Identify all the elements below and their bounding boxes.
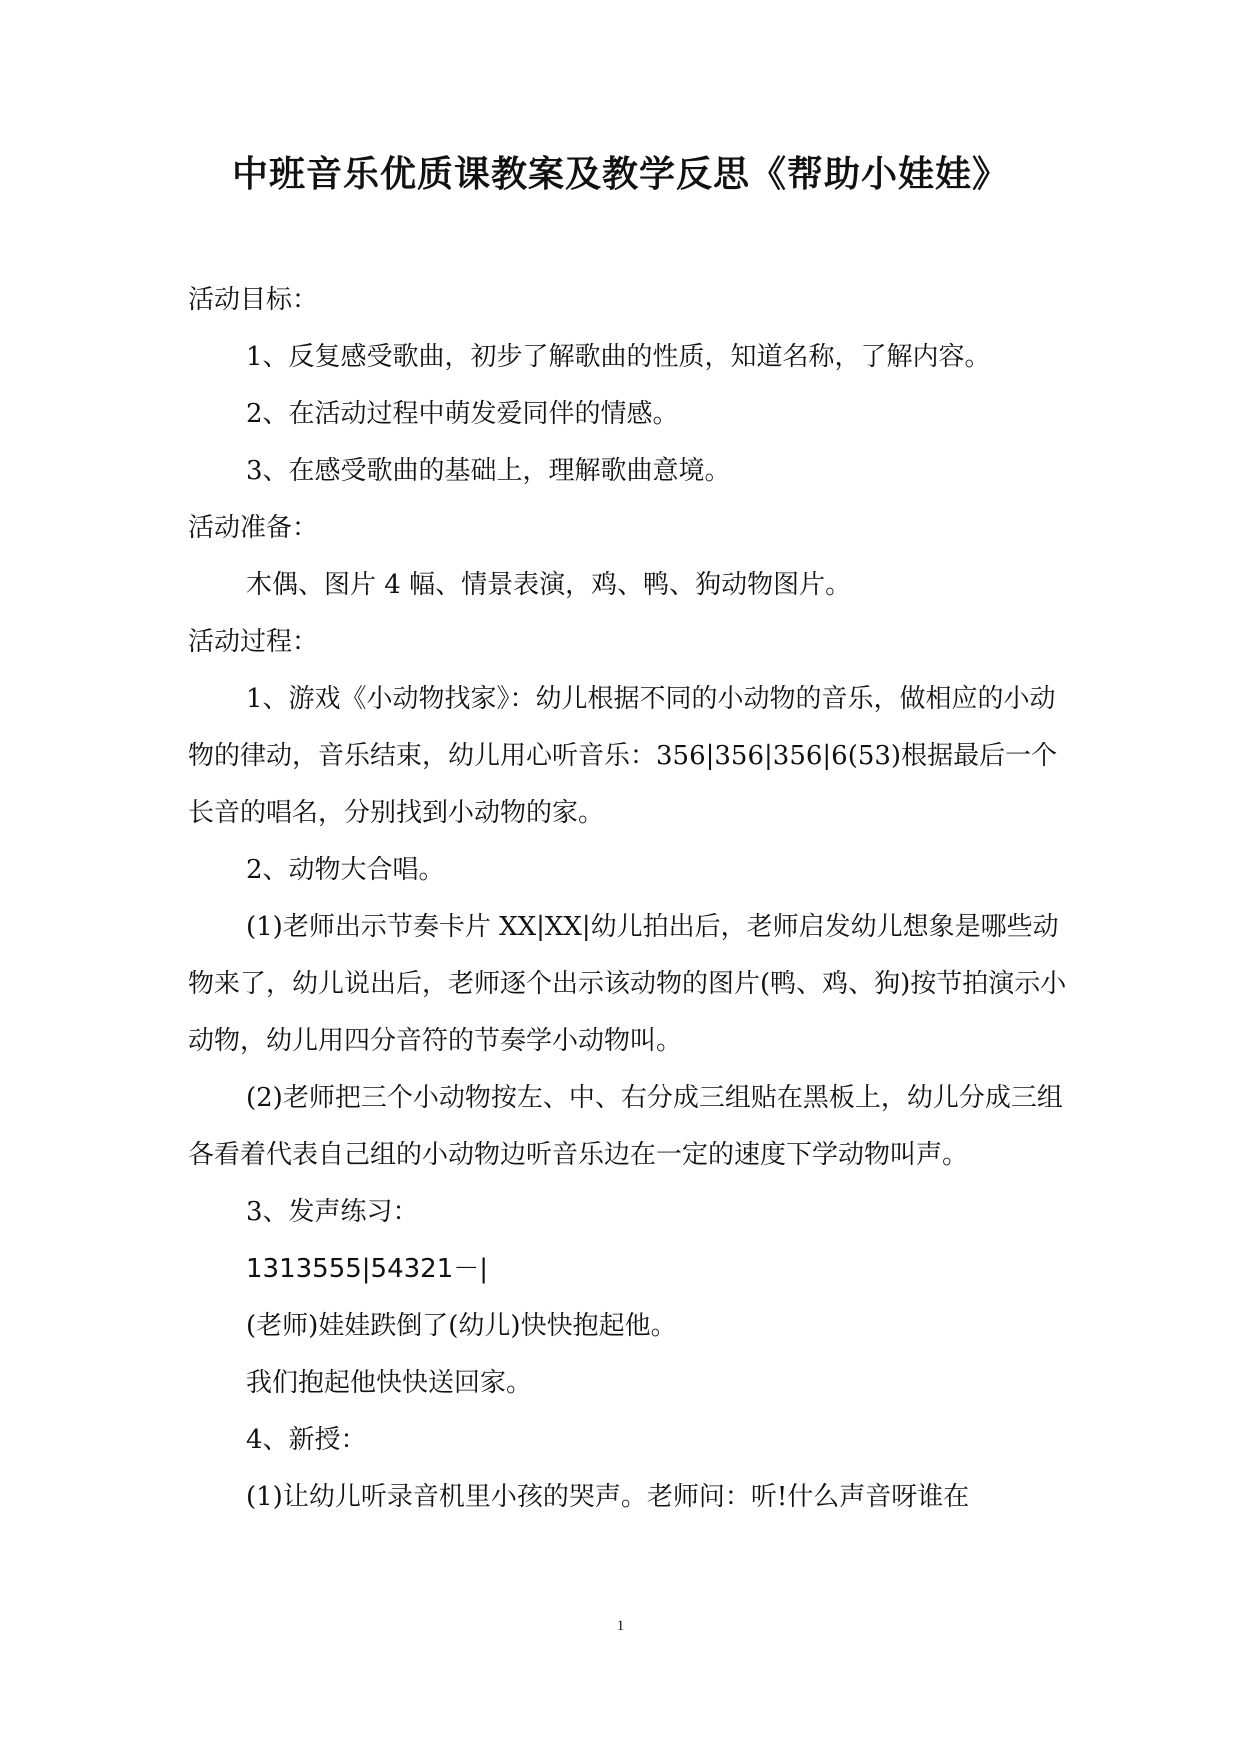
paragraph: (1)让幼儿听录音机里小孩的哭声。老师问：听!什么声音呀谁在	[246, 1482, 970, 1512]
paragraph: (1)老师出示节奏卡片 XX|XX|幼儿拍出后，老师启发幼儿想象是哪些动物来了，幼儿说出后，老师逐个出示该动物的图片(鸭、鸡、狗)按节拍演示小动物，幼儿用四分音符的节奏学小动物叫。	[188, 912, 1067, 1056]
document-title: 中班音乐优质课教案及教学反思《帮助小娃娃》	[231, 153, 1009, 195]
paragraph: 1、游戏《小动物找家》：幼儿根据不同的小动物的音乐，做相应的小动物的律动，音乐结束，幼儿用心听音乐：356|356|356|6(53)根据最后一个长音的唱名，分别找到小动物的家。	[188, 684, 1058, 828]
paragraph: 4、新授：	[246, 1425, 367, 1455]
section-heading-goals: 活动目标：	[188, 285, 319, 315]
notation-line: 1313555|54321－|	[246, 1254, 489, 1284]
paragraph: 3、发声练习：	[246, 1197, 419, 1227]
paragraph: 我们抱起他快快送回家。	[246, 1368, 533, 1398]
paragraph: 1、反复感受歌曲，初步了解歌曲的性质，知道名称，了解内容。	[246, 342, 991, 372]
paragraph: 木偶、图片 4 幅、情景表演，鸡、鸭、狗动物图片。	[246, 570, 852, 600]
paragraph: (2)老师把三个小动物按左、中、右分成三组贴在黑板上，幼儿分成三组各看着代表自己组的小动物边听音乐边在一定的速度下学动物叫声。	[188, 1083, 1063, 1170]
section-heading-process: 活动过程：	[188, 627, 319, 657]
paragraph: 2、在活动过程中萌发爱同伴的情感。	[246, 399, 679, 429]
section-heading-preparation: 活动准备：	[188, 513, 319, 543]
page-number: 1	[616, 1618, 625, 1634]
paragraph: 3、在感受歌曲的基础上，理解歌曲意境。	[246, 456, 731, 486]
paragraph: 2、动物大合唱。	[246, 855, 445, 885]
document-body	[188, 272, 1068, 1526]
paragraph: (老师)娃娃跌倒了(幼儿)快快抱起他。	[246, 1311, 677, 1341]
